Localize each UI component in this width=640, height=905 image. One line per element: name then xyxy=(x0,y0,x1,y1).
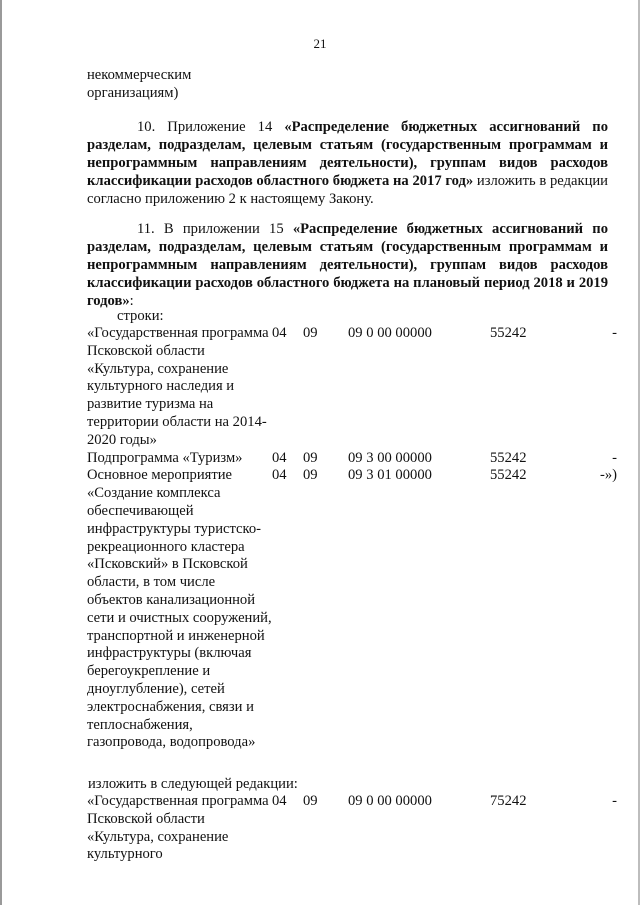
lead-rows-label: строки: xyxy=(117,308,164,324)
row-subsection-cell: 09 xyxy=(303,449,318,466)
paragraph-10-prefix: 10. Приложение 14 xyxy=(137,119,285,135)
intro-text xyxy=(87,66,607,102)
row-value-cell: - xyxy=(612,793,617,809)
lead-new-label: изложить в следующей редакции: xyxy=(88,776,298,792)
page-number: 21 xyxy=(313,36,327,51)
paragraph-11-title: «Распределение бюджетных ассигнований по разделам, подразделам, целевым статьям (государственным программам и непрограммным направлениям деятельности), группам видов расходов классификации расходов областного бюджета на плановый период 2018 и 2019 годов» xyxy=(87,221,608,309)
row-name-cell: Основное мероприятие «Создание комплекса обеспечивающей инфраструктуры туристско-рекреационного кластера «Псковский» в Псковской области, в том числе объектов канализационной сети и очистных сооружений, транспортной и инженерной инфраструктуры (включая берегоукрепление и дноуглубление), сетей электроснабжения, связи и теплоснабжения, газопровода, водопровода» xyxy=(87,467,272,751)
rows-after-table xyxy=(87,793,617,864)
table-row xyxy=(87,793,617,864)
row-name-cell: «Государственная программа Псковской области «Культура, сохранение культурного наследия и развитие туризма на территории области на 2014-2020 годы» xyxy=(87,325,269,448)
row-section-cell: 04 xyxy=(272,325,287,341)
row-kind-cell: 55242 xyxy=(490,449,527,466)
row-value-cell: -») xyxy=(599,467,617,484)
row-name-cell: «Государственная программа Псковской области «Культура, сохранение культурного xyxy=(87,793,269,863)
row-code-cell: 09 3 00 00000 xyxy=(348,449,432,466)
row-subsection-cell: 09 xyxy=(303,325,318,341)
row-kind-cell: 55242 xyxy=(490,325,527,341)
intro-line-2: организациям) xyxy=(87,85,179,101)
row-section-cell: 04 xyxy=(272,793,287,809)
row-subsection-cell: 09 xyxy=(303,467,318,484)
row-name-cell: Подпрограмма «Туризм» xyxy=(87,449,243,466)
row-code-cell: 09 0 00 00000 xyxy=(348,793,432,809)
paragraph-11 xyxy=(87,220,608,310)
table-row xyxy=(87,325,617,450)
paragraph-11-prefix: 11. В приложении 15 xyxy=(137,221,293,237)
row-section-cell: 04 xyxy=(272,467,287,484)
row-section-cell: 04 xyxy=(272,449,287,466)
row-value-cell: - xyxy=(612,325,617,341)
row-subsection-cell: 09 xyxy=(303,793,318,809)
row-value-cell: - xyxy=(612,449,617,466)
paragraph-11-suffix: : xyxy=(129,293,134,309)
row-code-cell: 09 3 01 00000 xyxy=(348,467,432,484)
scan-edge-left xyxy=(0,0,2,905)
rows-before-table xyxy=(87,325,617,752)
row-kind-cell: 55242 xyxy=(490,467,527,484)
row-kind-cell: 75242 xyxy=(490,793,527,809)
intro-line-1: некоммерческим xyxy=(87,67,192,83)
row-code-cell: 09 0 00 00000 xyxy=(348,325,432,341)
table-row xyxy=(87,467,617,752)
paragraph-10 xyxy=(87,118,608,208)
table-row xyxy=(87,450,617,468)
paragraph-10-suffix: изложить в редакции согласно приложению 2 к настоящему Закону. xyxy=(87,173,608,207)
paragraph-10-title: «Распределение бюджетных ассигнований по разделам, подразделам, целевым статьям (государственным программам и непрограммным направлениям деятельности), группам видов расходов классификации расходов областного бюджета на 2017 год» xyxy=(87,119,609,189)
